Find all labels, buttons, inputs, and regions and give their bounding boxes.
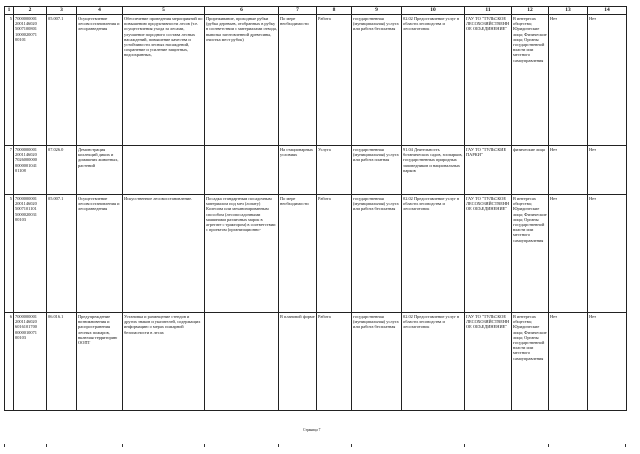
registry-code: 7000000001 2001146020 6016101700 0000010071 00103 bbox=[14, 313, 47, 411]
registry-code: 7000000001 2001146020 5007100801 1000020071 00101 bbox=[14, 15, 47, 146]
service-content: Установка и размещение стендов и других знаков и указателей, содержащих информацию о мерах пожарной безопасности в лесах bbox=[123, 313, 205, 411]
work-description bbox=[205, 313, 279, 411]
col-header: 4 bbox=[77, 7, 123, 15]
col-13: Нет bbox=[549, 146, 588, 195]
organization: ГАУ ТО "ТУЛЬСКИЕ ПАРКИ" bbox=[465, 146, 512, 195]
header-row bbox=[5, 7, 627, 15]
registry-code: 7000000001 2001146020 5007101101 5000020031 00103 bbox=[14, 195, 47, 313]
period: По мере необходимости bbox=[279, 195, 317, 313]
table-row bbox=[5, 195, 627, 313]
col-13: Нет bbox=[549, 15, 588, 146]
organization: ГАУ ТО "ТУЛЬСКОЕ ЛЕСОХОЗЯЙСТВЕННОЕ ОБЪЕДИНЕНИЕ" bbox=[465, 313, 512, 411]
col-header: 9 bbox=[352, 7, 402, 15]
table-row bbox=[5, 313, 627, 411]
table-row bbox=[5, 146, 627, 195]
col-header: 12 bbox=[512, 7, 549, 15]
kind: Работа bbox=[317, 15, 352, 146]
table-row bbox=[5, 15, 627, 146]
col-13: Нет bbox=[549, 195, 588, 313]
col-14: Нет bbox=[588, 15, 627, 146]
basis: государственная (муниципальная) услуга или работа бесплатная bbox=[352, 313, 402, 411]
kind: Работа bbox=[317, 313, 352, 411]
page-number: Страница 7 bbox=[303, 428, 321, 432]
tick-mark bbox=[204, 444, 205, 447]
service-name: Демонстрация коллекций диких и домашних животных, растений bbox=[77, 146, 123, 195]
tick-mark bbox=[4, 444, 5, 447]
kind: Работа bbox=[317, 195, 352, 313]
service-content bbox=[123, 146, 205, 195]
tick-mark bbox=[122, 444, 123, 447]
consumers: физические лица bbox=[512, 146, 549, 195]
col-14: Нет bbox=[588, 195, 627, 313]
col-header: 13 bbox=[549, 7, 588, 15]
bottom-column-ticks bbox=[4, 444, 626, 448]
row-number: 7 bbox=[5, 146, 14, 195]
work-description bbox=[205, 146, 279, 195]
registry-table bbox=[4, 6, 627, 411]
registry-code: 7000000001 2001146020 7026000000 0000001041 01108 bbox=[14, 146, 47, 195]
service-name: Осуществление лесовосстановления и лесоразведения bbox=[77, 195, 123, 313]
period: По мере необходимости bbox=[279, 15, 317, 146]
service-content: Искусственное лесовосстановление. bbox=[123, 195, 205, 313]
row-number: 5 bbox=[5, 195, 14, 313]
service-name: Осуществление лесовосстановления и лесоразведения bbox=[77, 15, 123, 146]
period: На стационарных условиях bbox=[279, 146, 317, 195]
basis: государственная (муниципальная) услуга или работа бесплатная bbox=[352, 195, 402, 313]
col-header: 2 bbox=[14, 7, 47, 15]
col-header: 14 bbox=[588, 7, 627, 15]
col-header: 11 bbox=[465, 7, 512, 15]
tick-mark bbox=[548, 444, 549, 447]
col-header: 5 bbox=[123, 7, 205, 15]
okved-code: 07.026.0 bbox=[47, 146, 77, 195]
col-header: 3 bbox=[47, 7, 77, 15]
sphere: 02.02 Предоставление услуг в области лесоводства и лесозаготовок bbox=[402, 195, 465, 313]
work-description: Прореживание, проходные рубки (рубка деревьев, отобранных в рубку в соответствии с материалами отвода, вывозка заготовленной древесины, очистка мест рубок) bbox=[205, 15, 279, 146]
sphere: 02.02 Предоставление услуг в области лесоводства и лесозаготовок bbox=[402, 313, 465, 411]
tick-mark bbox=[351, 444, 352, 447]
row-number: 6 bbox=[5, 313, 14, 411]
row-number: 5 bbox=[5, 15, 14, 146]
consumers: В интересах общества; Юридические лица; Физические лица; Органы государственной власти или местного самоуправления bbox=[512, 15, 549, 146]
sphere: 02.02 Предоставление услуг в области лесоводства и лесозаготовок bbox=[402, 15, 465, 146]
basis: государственная (муниципальная) услуга или работа платная bbox=[352, 146, 402, 195]
period: В плановой форме bbox=[279, 313, 317, 411]
basis: государственная (муниципальная) услуга или работа бесплатная bbox=[352, 15, 402, 146]
okved-code: 05.007.1 bbox=[47, 15, 77, 146]
col-13: Нет bbox=[549, 313, 588, 411]
col-14: Нет bbox=[588, 313, 627, 411]
consumers: В интересах общества; Юридические лица; Физические лица; Органы государственной власти или местного самоуправления bbox=[512, 313, 549, 411]
col-header: 6 bbox=[205, 7, 279, 15]
col-14: Нет bbox=[588, 146, 627, 195]
col-header: 10 bbox=[402, 7, 465, 15]
kind: Услуга bbox=[317, 146, 352, 195]
tick-mark bbox=[46, 444, 47, 447]
sphere: 91.04 Деятельность ботанических садов, зоопарков, государственных природных заповедников и национальных парков bbox=[402, 146, 465, 195]
okved-code: 05.007.1 bbox=[47, 195, 77, 313]
service-content: Обеспечение проведения мероприятий по повышению продуктивности лесов (т.е. осуществления ухода за лесами, улучшение породного состава лесных насаждений, повышение качества и устойчивости лесных насаждений, сохранение и усиление защитных, водоохранных, bbox=[123, 15, 205, 146]
okved-code: 06.016.1 bbox=[47, 313, 77, 411]
tick-mark bbox=[464, 444, 465, 447]
col-header: 8 bbox=[317, 7, 352, 15]
consumers: В интересах общества; Юридические лица; Физические лица; Органы государственной власти или местного самоуправления bbox=[512, 195, 549, 313]
work-description: Посадка стандартным посадочным материалом под меч (лопату) Колесова или механизированным способом (лесопосадочными машинами различных марок в агрегате с трактором) в соответствии с проектом (организационно- bbox=[205, 195, 279, 313]
tick-mark bbox=[278, 444, 279, 447]
tick-mark bbox=[625, 444, 626, 447]
organization: ГАУ ТО "ТУЛЬСКОЕ ЛЕСОХОЗЯЙСТВЕННОЕ ОБЪЕДИНЕНИЕ" bbox=[465, 15, 512, 146]
col-header: 1 bbox=[5, 7, 14, 15]
organization: ГАУ ТО "ТУЛЬСКОЕ ЛЕСОХОЗЯЙСТВЕННОЕ ОБЪЕДИНЕНИЕ" bbox=[465, 195, 512, 313]
col-header: 7 bbox=[279, 7, 317, 15]
service-name: Предупреждение возникновения и распространения лесных пожаров, включая территорию ООПТ bbox=[77, 313, 123, 411]
